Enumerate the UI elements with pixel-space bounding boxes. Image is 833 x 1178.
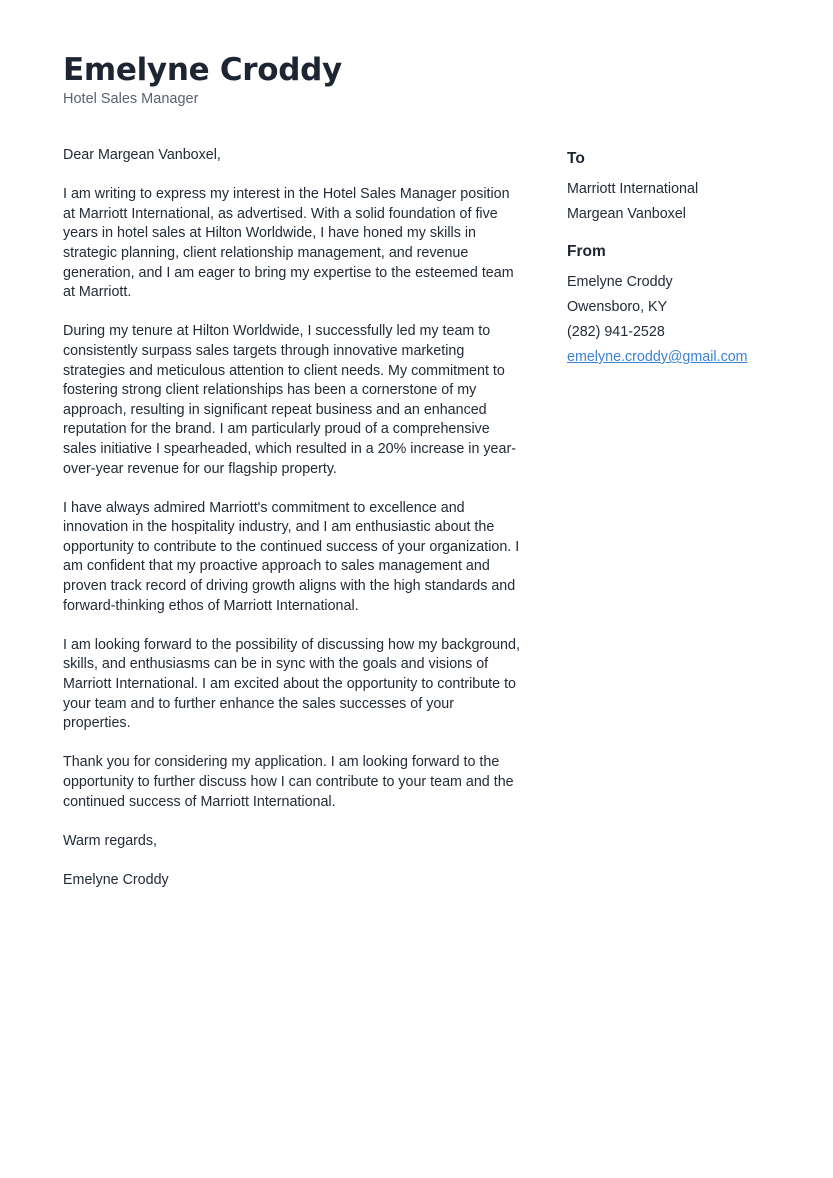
sender-heading: From (567, 243, 606, 260)
closing: Warm regards, (63, 832, 158, 849)
applicant-job-title: Hotel Sales Manager (63, 91, 199, 107)
sender-location: Owensboro, KY (567, 299, 668, 315)
recipient-company: Marriott International (567, 181, 699, 197)
recipient-section (567, 148, 797, 227)
recipient-heading: To (567, 150, 585, 167)
letter-body (63, 146, 523, 910)
sender-section (567, 241, 797, 370)
applicant-name: Emelyne Croddy (63, 52, 342, 88)
recipient-name: Margean Vanboxel (567, 206, 686, 222)
paragraph-outlook: I am looking forward to the possibility of discussing how my background, skills, and enthusiasms can be in sync with the goals and visions of Marriott International. I am excited about the opportunity to contribute to your team and to further enhance the sales successes of your properties. (63, 636, 520, 732)
paragraph-thanks: Thank you for considering my application. I am looking forward to the opportunity to further discuss how I can contribute to your team and the continued success of Marriott International. (63, 754, 514, 810)
paragraph-experience: During my tenure at Hilton Worldwide, I successfully led my team to consistently surpass sales targets through innovative marketing strategies and meticulous attention to client needs. My commitment to fostering strong client relationships has been a cornerstone of my approach, resulting in significant repeat business and an enhanced reputation for the brand. I am particularly proud of a comprehensive sales initiative I spearheaded, which resulted in a 20% increase in year-over-year revenue for our flagship property. (63, 323, 516, 477)
sender-email-link[interactable]: emelyne.croddy@gmail.com (567, 349, 748, 365)
contact-sidebar (567, 146, 797, 384)
sender-phone: (282) 941-2528 (567, 324, 665, 340)
salutation: Dear Margean Vanboxel, (63, 147, 221, 163)
sender-email-row (567, 345, 797, 370)
signature: Emelyne Croddy (63, 871, 169, 888)
paragraph-motivation: I have always admired Marriott's commitment to excellence and innovation in the hospitality industry, and I am enthusiastic about the opportunity to contribute to the continued success of your organization. I am confident that my proactive approach to sales management and proven track record of driving growth aligns with the high standards and forward-thinking ethos of Marriott International. (63, 499, 520, 614)
letter-header (63, 50, 342, 108)
paragraph-introduction: I am writing to express my interest in the Hotel Sales Manager position at Marriott International, as advertised. With a solid foundation of five years in hotel sales at Hilton Worldwide, I have honed my skills in strategic planning, client relationship management, and revenue generation, and I am eager to bring my expertise to the esteemed team at Marriott. (63, 186, 514, 301)
sender-name: Emelyne Croddy (567, 274, 673, 290)
